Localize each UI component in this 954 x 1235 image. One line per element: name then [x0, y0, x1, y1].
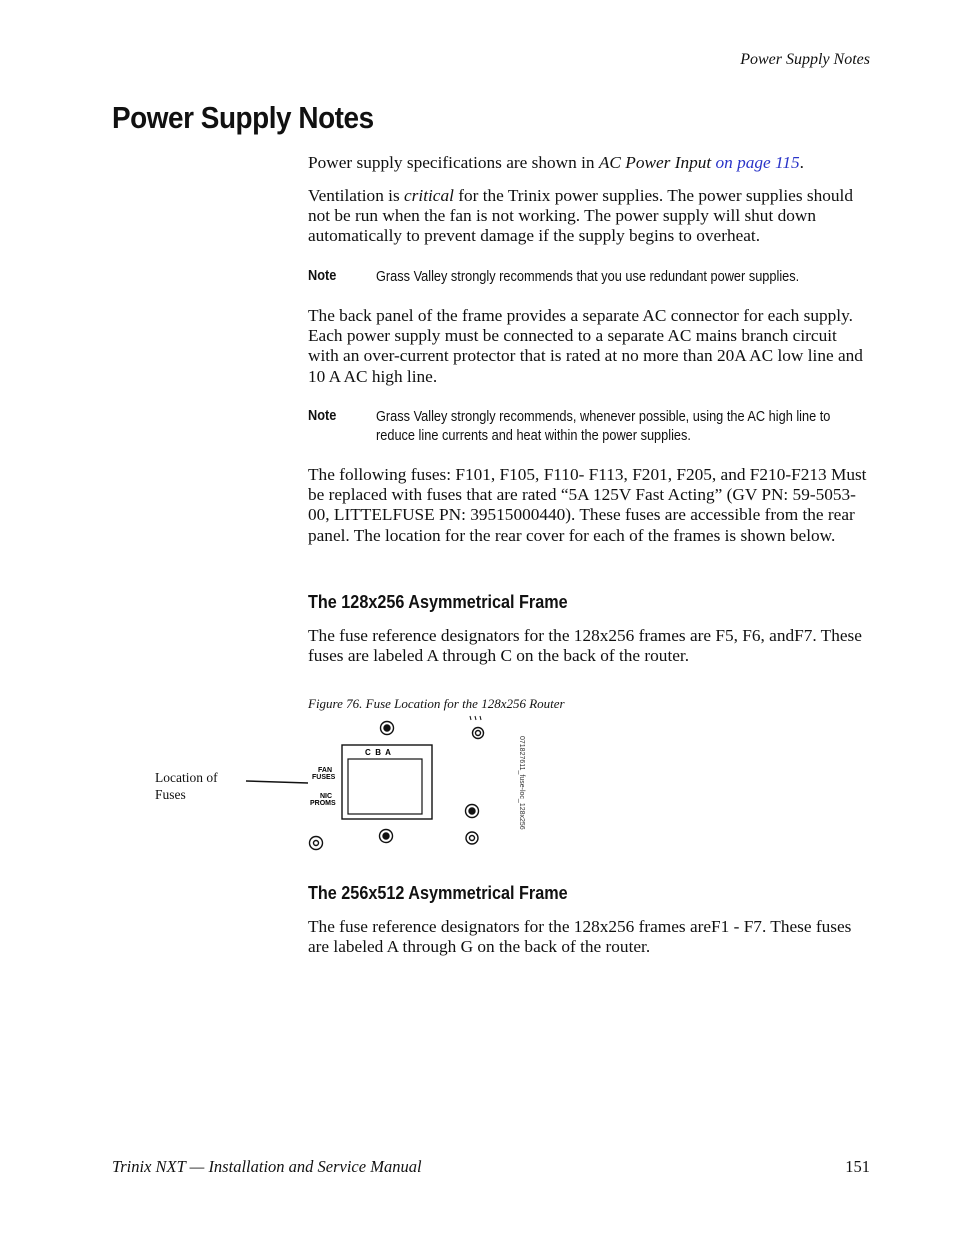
xref-title: AC Power Input — [598, 153, 712, 172]
para1-after: . — [799, 153, 804, 172]
para2-emphasis: critical — [404, 186, 454, 205]
note-label-1: Note — [308, 268, 337, 284]
page-title: Power Supply Notes — [112, 100, 374, 135]
figure-caption: Figure 76. Fuse Location for the 128x256 Router — [308, 696, 565, 711]
label-nic: NIC — [320, 793, 333, 800]
fuse-location-figure — [150, 712, 550, 857]
callout-line — [246, 781, 308, 783]
para2-after: for the Trinix power supplies. The power supplies should not be run when the fan is not working. The power supply will shut down automatically to prevent damage if the supply begins to overheat. — [308, 186, 853, 246]
label-fuses: FUSES — [312, 774, 336, 781]
note-label-2: Note — [308, 408, 337, 424]
figure-side-id: 071827611_fuse-loc_128x256 — [518, 736, 525, 830]
paragraph-fuses: The following fuses: F101, F105, F110- F113, F201, F205, and F210-F213 Must be replaced with fuses that are rated “5A 125V Fast Acting” (GV PN: 59-5053-00, LITTELFUSE PN: 39515000440). These fuses are accessible from the rear panel. The location for the rear cover for each of the frames is shown below. — [308, 465, 867, 545]
tick-marks — [470, 716, 481, 720]
knob-top-right — [473, 728, 484, 739]
knob-bottom-right — [466, 832, 478, 844]
fuse-letters: C B A — [365, 748, 391, 757]
section-text-128x256: The fuse reference designators for the 128x256 frames are F5, F6, andF7. These fuses are labeled A through C on the back of the router. — [308, 626, 862, 666]
section-text-256x512: The fuse reference designators for the 128x256 frames areF1 - F7. These fuses are labeled A through G on the back of the router. — [308, 917, 852, 957]
footer-manual-title: Trinix NXT — Installation and Service Manual — [112, 1157, 422, 1176]
figure-callout-label: Location of Fuses — [155, 770, 218, 802]
para1-before: Power supply specifications are shown in — [308, 153, 599, 172]
panel-inner — [348, 759, 422, 814]
para2-before: Ventilation is — [308, 186, 404, 205]
paragraph-back-panel: The back panel of the frame provides a separate AC connector for each supply. Each power supply must be connected to a separate AC mains branch circuit with an over-current protector that is rated at no more than 20A AC low line and 10 A AC high line. — [308, 306, 863, 386]
footer-page-number: 151 — [845, 1157, 870, 1176]
paragraph-ventilation — [308, 186, 870, 247]
label-proms: PROMS — [310, 800, 336, 807]
xref-page-link[interactable]: on page 115 — [715, 153, 800, 172]
paragraph-power-spec — [308, 153, 870, 173]
section-heading-128x256: The 128x256 Asymmetrical Frame — [308, 592, 568, 612]
knob-bottom-left — [310, 837, 323, 850]
note-text-2: Grass Valley strongly recommends, whenever possible, using the AC high line to reduce line currents and heat within the power supplies. — [376, 409, 831, 444]
knob-right-middle — [466, 805, 479, 818]
section-heading-256x512: The 256x512 Asymmetrical Frame — [308, 883, 568, 903]
running-header: Power Supply Notes — [740, 51, 870, 68]
knob-top-left — [381, 722, 394, 735]
knob-bottom-middle — [380, 830, 393, 843]
note-text-1: Grass Valley strongly recommends that you use redundant power supplies. — [376, 269, 800, 285]
label-fan: FAN — [318, 767, 332, 774]
